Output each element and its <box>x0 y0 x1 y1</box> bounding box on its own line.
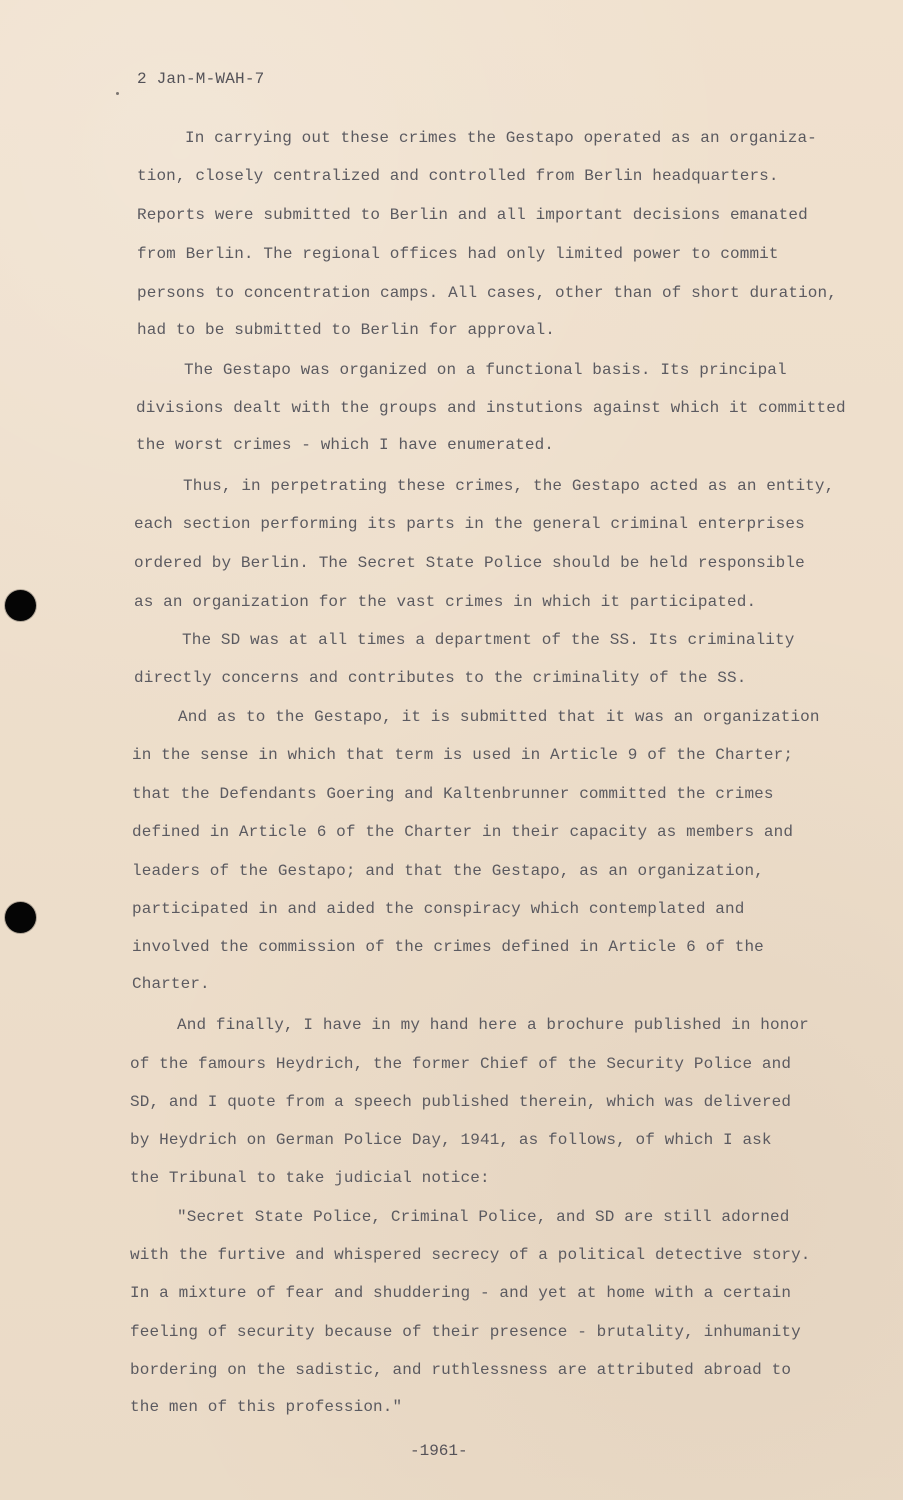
body-line-28: the Tribunal to take judicial notice: <box>130 1169 490 1187</box>
body-line-19: defined in Article 6 of the Charter in their capacity as members and <box>132 823 794 841</box>
body-line-3: Reports were submitted to Berlin and all important decisions emanated <box>137 206 808 224</box>
body-line-11: each section performing its parts in the general criminal enterprises <box>134 515 805 533</box>
body-line-34: the men of this profession." <box>130 1398 403 1416</box>
body-line-6: had to be submitted to Berlin for approval. <box>137 321 556 339</box>
body-line-14: The SD was at all times a department of the SS. Its criminality <box>182 631 795 649</box>
binder-hole-bottom <box>5 902 36 933</box>
body-line-4: from Berlin. The regional offices had only limited power to commit <box>137 245 779 263</box>
body-line-15: directly concerns and contributes to the criminality of the SS. <box>134 669 747 687</box>
body-line-30: with the furtive and whispered secrecy of a political detective story. <box>130 1246 811 1264</box>
body-line-8: divisions dealt with the groups and instutions against which it committed <box>136 399 846 417</box>
body-line-26: SD, and I quote from a speech published therein, which was delivered <box>130 1093 792 1111</box>
body-line-12: ordered by Berlin. The Secret State Police should be held responsible <box>134 554 805 572</box>
body-line-23: Charter. <box>132 975 210 993</box>
body-line-5: persons to concentration camps. All cases, other than of short duration, <box>137 284 837 302</box>
body-line-16: And as to the Gestapo, it is submitted that it was an organization <box>178 708 820 726</box>
body-line-20: leaders of the Gestapo; and that the Gestapo, as an organization, <box>132 862 764 880</box>
body-line-33: bordering on the sadistic, and ruthlessness are attributed abroad to <box>130 1361 792 1379</box>
binder-hole-top <box>5 590 36 621</box>
page-number: -1961- <box>410 1442 468 1460</box>
body-line-27: by Heydrich on German Police Day, 1941, as follows, of which I ask <box>130 1131 772 1149</box>
body-line-25: of the famours Heydrich, the former Chief of the Security Police and <box>130 1055 792 1073</box>
body-line-2: tion, closely centralized and controlled from Berlin headquarters. <box>137 167 779 185</box>
body-line-9: the worst crimes - which I have enumerated. <box>136 436 555 454</box>
body-line-21: participated in and aided the conspiracy which contemplated and <box>132 900 745 918</box>
body-line-29: "Secret State Police, Criminal Police, and SD are still adorned <box>177 1208 790 1226</box>
body-line-7: The Gestapo was organized on a functional basis. Its principal <box>184 361 787 379</box>
body-line-13: as an organization for the vast crimes in which it participated. <box>134 593 757 611</box>
body-line-22: involved the commission of the crimes defined in Article 6 of the <box>132 938 764 956</box>
body-line-24: And finally, I have in my hand here a brochure published in honor <box>177 1016 809 1034</box>
document-reference: 2 Jan-M-WAH-7 <box>137 70 265 88</box>
body-line-10: Thus, in perpetrating these crimes, the Gestapo acted as an entity, <box>183 477 835 495</box>
body-line-31: In a mixture of fear and shuddering - and yet at home with a certain <box>130 1284 792 1302</box>
ink-mark <box>116 92 119 95</box>
body-line-32: feeling of security because of their presence - brutality, inhumanity <box>130 1323 801 1341</box>
body-line-18: that the Defendants Goering and Kaltenbrunner committed the crimes <box>132 785 774 803</box>
body-line-17: in the sense in which that term is used in Article 9 of the Charter; <box>132 746 794 764</box>
body-line-1: In carrying out these crimes the Gestapo operated as an organiza- <box>185 129 817 147</box>
